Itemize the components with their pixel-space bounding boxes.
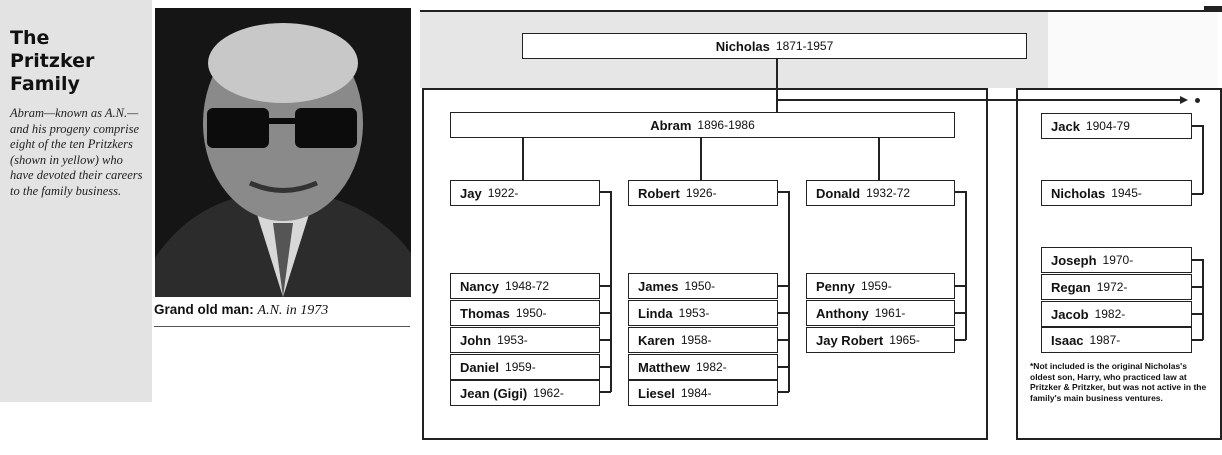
- person-years: 1948-72: [505, 279, 550, 293]
- connector-jack-spine: [1202, 125, 1204, 194]
- person-box-donald: [806, 180, 955, 206]
- connector-jay-child-3: [599, 339, 611, 341]
- person-name: Donald: [816, 185, 861, 201]
- connector-donald-child-2: [954, 312, 966, 314]
- person-years: 1871-1957: [775, 39, 834, 53]
- person-years: 1953-: [497, 333, 528, 347]
- intro-blurb: Abram—known as A.N.—and his progeny comprise eight of the ten Pritzkers (shown in yellow) who have devoted their careers to the family business.: [10, 106, 143, 198]
- person-name: Penny: [816, 278, 856, 294]
- connector-robert-child-3: [777, 339, 789, 341]
- arrow-head-icon: [1180, 96, 1188, 104]
- person-name: Jay Robert: [816, 332, 884, 348]
- caption-text: A.N. in 1973: [257, 303, 329, 318]
- person-name: Joseph: [1051, 252, 1097, 268]
- connector-donald-spine: [965, 191, 967, 340]
- person-name: Nicholas: [715, 38, 770, 54]
- connector-abram-donald: [878, 136, 880, 180]
- connector-nicholas2-child-3: [1192, 313, 1203, 315]
- person-years: 1953-: [678, 306, 710, 320]
- connector-jay-child-1: [599, 285, 611, 287]
- connector-donald-child-3: [954, 339, 966, 341]
- connector-root-jack: [776, 99, 1182, 101]
- person-years: 1926-: [685, 186, 717, 200]
- person-years: 1982-: [696, 360, 727, 374]
- person-years: 1896-1986: [697, 118, 755, 132]
- person-box-daniel: [450, 354, 600, 380]
- connector-abram-robert: [700, 136, 702, 180]
- person-box-joseph: [1041, 247, 1192, 273]
- connector-robert-child-4: [777, 366, 789, 368]
- caption-rule: [154, 326, 410, 327]
- person-name: James: [638, 278, 679, 294]
- person-box-jay-robert: [806, 327, 955, 353]
- connector-robert-spine: [788, 191, 790, 392]
- connector-abram-jay: [522, 136, 524, 180]
- person-box-jack: [1041, 113, 1192, 139]
- person-name: Jean (Gigi): [460, 385, 528, 401]
- connector-jay-child-5: [599, 391, 611, 393]
- person-years: 1970-: [1102, 253, 1134, 267]
- person-years: 1962-: [533, 386, 564, 400]
- person-box-john: [450, 327, 600, 353]
- portrait-photo: [155, 8, 411, 297]
- person-name: Nancy: [460, 278, 500, 294]
- person-box-robert: [628, 180, 778, 206]
- person-box-liesel: [628, 380, 778, 406]
- person-box-matthew: [628, 354, 778, 380]
- person-years: 1904-79: [1085, 119, 1130, 133]
- person-name: Thomas: [460, 305, 510, 321]
- person-box-nicholas-root: [522, 33, 1027, 59]
- person-box-anthony: [806, 300, 955, 326]
- person-years: 1922-: [487, 186, 519, 200]
- person-years: 1959-: [861, 279, 892, 293]
- connector-jay-child-4: [599, 366, 611, 368]
- connector-root-abram: [776, 58, 778, 112]
- person-years: 1965-: [889, 333, 920, 347]
- connector-robert-child-2: [777, 312, 789, 314]
- person-box-jean: [450, 380, 600, 406]
- photo-caption: [154, 302, 414, 319]
- person-box-abram: [450, 112, 955, 138]
- person-years: 1987-: [1089, 333, 1121, 347]
- connector-jay-spine: [610, 191, 612, 392]
- person-name: Isaac: [1051, 332, 1084, 348]
- person-name: Robert: [638, 185, 680, 201]
- person-name: John: [460, 332, 492, 348]
- connector-donald-child-1: [954, 285, 966, 287]
- person-box-isaac: [1041, 327, 1192, 353]
- connector-robert-child-1: [777, 285, 789, 287]
- person-name: Anthony: [816, 305, 869, 321]
- person-name: Matthew: [638, 359, 690, 375]
- person-name: Nicholas: [1051, 185, 1106, 201]
- person-years: 1932-72: [866, 186, 911, 200]
- person-name: Daniel: [460, 359, 500, 375]
- person-years: 1961-: [874, 306, 906, 320]
- connector-nicholas2-child-2: [1192, 286, 1203, 288]
- person-name: Jay: [460, 185, 482, 201]
- person-name: Jack: [1051, 118, 1080, 134]
- person-box-jay: [450, 180, 600, 206]
- corner-mark: [1204, 6, 1222, 12]
- person-years: 1959-: [505, 360, 536, 374]
- chart-header-band-right: [1048, 10, 1218, 88]
- person-box-linda: [628, 300, 778, 326]
- footnote-marker-icon: [1195, 98, 1200, 103]
- top-rule: [420, 10, 1220, 12]
- person-name: Karen: [638, 332, 675, 348]
- person-box-jacob: [1041, 301, 1192, 327]
- person-years: 1958-: [680, 333, 712, 347]
- person-box-james: [628, 273, 778, 299]
- person-box-nicholas-1945: [1041, 180, 1192, 206]
- person-name: Liesel: [638, 385, 675, 401]
- person-name: Abram: [650, 117, 692, 133]
- connector-nicholas2-child-4: [1192, 339, 1203, 341]
- person-box-thomas: [450, 300, 600, 326]
- connector-jay-child-2: [599, 312, 611, 314]
- portrait-illustration: [155, 8, 411, 297]
- footnote: *Not included is the original Nicholas's oldest son, Harry, who practiced law at Pritzker & Pritzker, but was not active in the family's main business ventures.: [1030, 361, 1207, 403]
- person-box-penny: [806, 273, 955, 299]
- person-years: 1945-: [1111, 186, 1142, 200]
- person-years: 1984-: [680, 386, 712, 400]
- person-box-karen: [628, 327, 778, 353]
- person-years: 1950-: [684, 279, 716, 293]
- person-box-regan: [1041, 274, 1192, 300]
- person-name: Linda: [638, 305, 673, 321]
- connector-jack-nicholas: [1192, 193, 1203, 195]
- person-name: Regan: [1051, 279, 1091, 295]
- headline: The Pritzker Family: [10, 27, 95, 95]
- person-years: 1972-: [1096, 280, 1128, 294]
- person-years: 1950-: [515, 306, 547, 320]
- person-box-nancy: [450, 273, 600, 299]
- person-years: 1982-: [1094, 307, 1126, 321]
- caption-label: Grand old man:: [154, 302, 254, 317]
- connector-robert-child-5: [777, 391, 789, 393]
- person-name: Jacob: [1051, 306, 1089, 322]
- connector-nicholas2-spine: [1202, 259, 1204, 340]
